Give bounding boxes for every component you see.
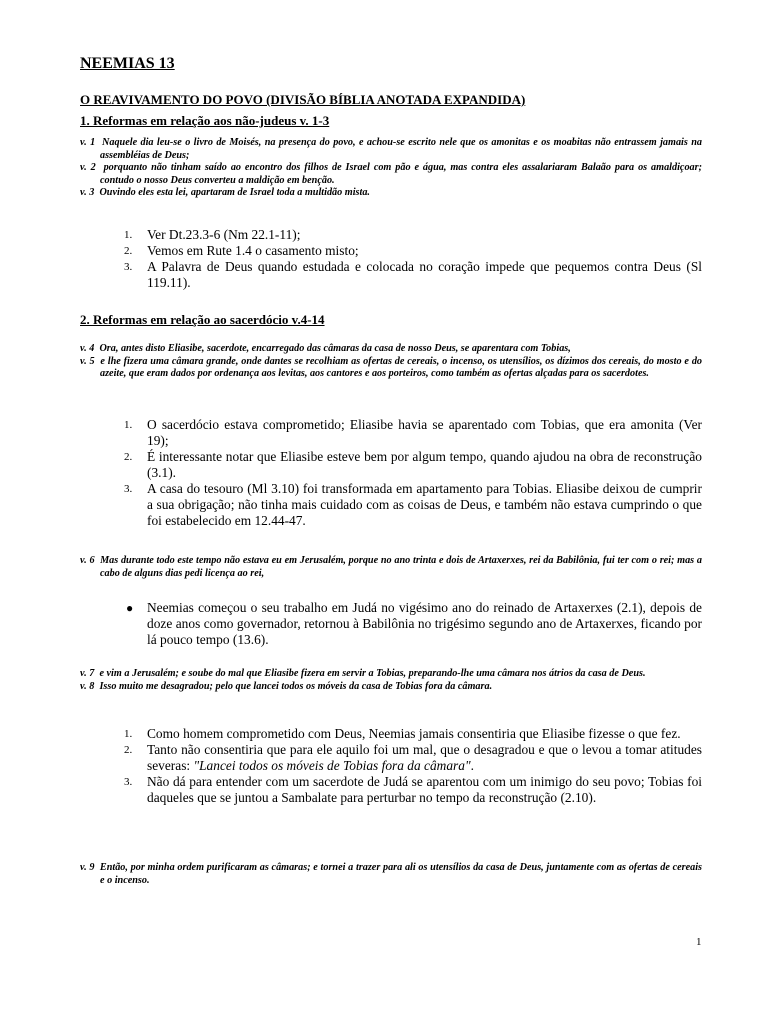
list-item: 2. Tanto não consentiria que para ele aquilo foi um mal, que o desagradou e que o levou a tomar atitudes severas: "Lancei todos os móveis de Tobias fora da câmara". xyxy=(124,742,702,773)
section1-list xyxy=(120,227,702,291)
verse: v. 9 Então, por minha ordem purificaram as câmaras; e tornei a trazer para ali os utensílios da casa de Deus, juntamente com as ofertas de cereais e o incenso. xyxy=(80,862,702,886)
verse: v. 3 Ouvindo eles esta lei, apartaram de Israel toda a multidão mista. xyxy=(80,187,370,198)
verse: v. 8 Isso muito me desagradou; pelo que lancei todos os móveis da casa de Tobias fora da câmara. xyxy=(80,680,493,692)
verse: v. 7 e vim a Jerusalém; e soube do mal que Eliasibe fizera em servir a Tobias, preparando-lhe uma câmara nos átrios da casa de Deus. xyxy=(80,668,646,679)
main-heading: O REAVIVAMENTO DO POVO (DIVISÃO BÍBLIA ANOTADA EXPANDIDA) xyxy=(80,92,526,107)
section2-list-c xyxy=(120,726,702,806)
section2-verses-a xyxy=(80,343,702,381)
list-item: ● Neemias começou o seu trabalho em Judá no vigésimo ano do reinado de Artaxerxes (2.1), depois de doze anos como governador, retornou à Babilônia no trigésimo segundo ano de Artaxerxes, ficando por lá pouco tempo (13.6). xyxy=(126,600,702,647)
section2-list-a xyxy=(120,417,702,529)
verse: v. 4 Ora, antes disto Eliasibe, sacerdote, encarregado das câmaras da casa de nosso Deus, se aparentara com Tobias, xyxy=(80,343,571,354)
verse: v. 1 Naquele dia leu-se o livro de Moisés, na presença do povo, e achou-se escrito nele que os amonitas e os moabitas não entrassem jamais na assembléias de Deus; xyxy=(80,137,702,161)
list-item: 3. A casa do tesouro (Ml 3.10) foi transformada em apartamento para Tobias. Eliasibe deixou de cumprir a sua obrigação; não tinha mais cuidado com as coisas de Deus, e também não estava cumprindo o que foi estabelecido em 12.44-47. xyxy=(124,481,702,528)
verse: v. 2 porquanto não tinham saído ao encontro dos filhos de Israel com pão e água, mas contra eles assalariaram Balaão para os amaldiçoar; contudo o nosso Deus converteu a maldição em benção. xyxy=(80,162,702,186)
page-title: NEEMIAS 13 xyxy=(80,55,175,72)
list-item: 1. O sacerdócio estava comprometido; Eliasibe havia se aparentado com Tobias, que era amonita (Ver 19); xyxy=(124,417,702,448)
list-item: 1. Ver Dt.23.3-6 (Nm 22.1-11); xyxy=(124,227,301,242)
verse: v. 5 e lhe fizera uma câmara grande, onde dantes se recolhiam as ofertas de cereais, o incenso, os utensílios, os dízimos dos cereais, do mosto e do azeite, que eram dados por ordenança aos levitas, aos cantores e aos porteiros, como também as ofertas alçadas para os sacerdotes. xyxy=(80,355,703,379)
list-item: 2. Vemos em Rute 1.4 o casamento misto; xyxy=(124,243,359,258)
section2-heading: 2. Reformas em relação ao sacerdócio v.4-14 xyxy=(80,312,325,327)
list-item: 1. Como homem comprometido com Deus, Neemias jamais consentiria que Eliasibe fizesse o que fez. xyxy=(124,726,681,741)
section1-verses xyxy=(80,137,702,200)
list-item: 2. É interessante notar que Eliasibe esteve bem por algum tempo, quando ajudou na obra de reconstrução (3.1). xyxy=(124,449,702,480)
section1-heading: 1. Reformas em relação aos não-judeus v. 1-3 xyxy=(80,113,330,128)
section2-verses-c xyxy=(80,668,702,693)
list-item: 3. Não dá para entender com um sacerdote de Judá se aparentou com um inimigo do seu povo; Tobias foi daqueles que se juntou a Sambalate para perturbar no tempo da reconstrução (2.10). xyxy=(124,774,702,805)
section2-bullet-list xyxy=(120,600,702,648)
bullet-icon: ● xyxy=(126,601,134,615)
section2-verses-b xyxy=(80,555,702,580)
list-item: 3. A Palavra de Deus quando estudada e colocada no coração impede que pequemos contra Deus (Sl 119.11). xyxy=(124,259,702,290)
verse: v. 6 Mas durante todo este tempo não estava eu em Jerusalém, porque no ano trinta e dois de Artaxerxes, rei da Babilônia, fui ter com o rei; mas a cabo de alguns dias pedi licença ao rei, xyxy=(80,555,702,579)
page-number: 1 xyxy=(696,936,702,948)
section2-verses-d xyxy=(80,862,702,887)
